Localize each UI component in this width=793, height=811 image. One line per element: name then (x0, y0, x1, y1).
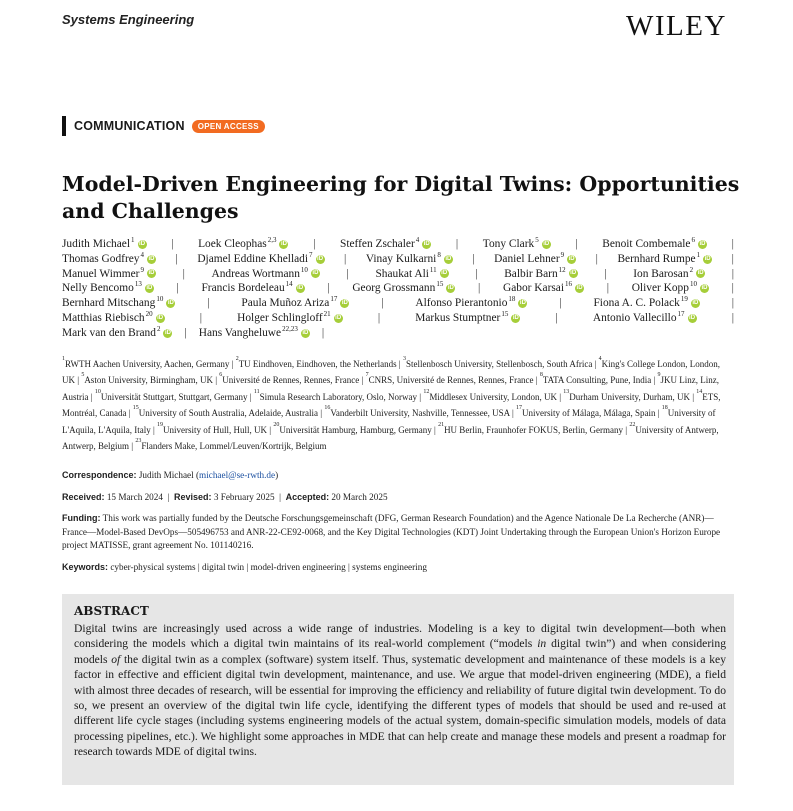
affiliation-item (235, 356, 397, 369)
author-affiliation-ref: 2,3 (267, 236, 277, 244)
author-affiliation-ref: 5 (535, 236, 539, 244)
affiliation-text: CNRS, Université de Rennes, Rennes, France (368, 375, 534, 386)
author-name: Markus Stumptner (415, 311, 501, 324)
affiliation-number: 22 (629, 421, 636, 428)
author-affiliation-ref: 10 (689, 280, 697, 289)
author-separator: | (731, 252, 734, 265)
abstract-text-3: the digital twin as a complex (software) system itself. Thus, systematic development and maintenance of these models is a key factor in effective and efficient digital twin development, maintenance, and use. We argue that model-driven engineering (MDE), a field with almost three decades of research, will be essential for improving the efficiency and reliability of future digital twin development. To do so, we present an overview of the digital twin life cycle, identifying the different types of models that should be used and re-used at different life cycle stages (including systems engineering models of the actual system, domain-specific simulation models, models of data processing pipelines, etc.). We highlight some approaches in MDE that can help create and manage these models and present a roadmap for research towards MDE of digital twins. (74, 652, 727, 759)
orcid-icon[interactable]: iD (335, 314, 342, 321)
author[interactable] (593, 311, 697, 326)
affiliation-text: Universität Hamburg, Hamburg, Germany (279, 424, 432, 435)
accepted-date: 20 March 2025 (331, 492, 388, 502)
author-name: Antonio Vallecillo (592, 311, 677, 324)
author[interactable] (62, 237, 147, 252)
author[interactable] (201, 281, 304, 296)
affiliation-text: Flanders Make, Lommel/Leuven/Kortrijk, Belgium (141, 441, 327, 452)
author-name: Bernhard Mitschang (62, 297, 156, 310)
affiliation-number: 4 (598, 356, 602, 362)
author-name: Francis Bordeleau (201, 282, 285, 295)
orcid-icon[interactable]: iD (447, 285, 454, 292)
author-separator: | (595, 252, 598, 265)
author-name: Andreas Wortmann (211, 267, 300, 280)
author-affiliation-ref: 16 (565, 280, 573, 289)
author-separator: | (207, 297, 210, 310)
author[interactable] (602, 237, 707, 252)
author-separator: | (555, 311, 558, 324)
accepted-label: Accepted: (285, 492, 330, 502)
affiliation-text: University of Málaga, Málaga, Spain (522, 408, 656, 419)
affiliation-item (219, 372, 360, 386)
author-affiliation-ref: 11 (429, 265, 437, 274)
author-name: Tony Clark (482, 238, 535, 250)
author-name: Hans Vangheluwe (198, 326, 282, 339)
author-affiliation-ref: 15 (436, 280, 444, 289)
affiliation-text: ETS, Montréal, Canada (62, 391, 721, 419)
affiliation-number: 7 (365, 372, 369, 379)
affiliation-number: 19 (157, 421, 164, 428)
affiliation-item (157, 421, 268, 435)
author-affiliation-ref: 10 (156, 295, 164, 304)
author-affiliation-ref: 1 (696, 250, 701, 259)
author-affiliation-ref: 18 (508, 295, 516, 304)
author-separator: | (184, 326, 187, 339)
author-name: Gabor Karsai (502, 282, 565, 295)
affiliation-number: 23 (135, 438, 142, 445)
author-separator: | (321, 326, 325, 339)
affiliation-number: 2 (235, 356, 239, 362)
orcid-icon[interactable]: iD (157, 314, 164, 321)
open-access-badge[interactable]: OPEN ACCESS (192, 120, 265, 133)
author-separator: | (472, 252, 475, 265)
affiliation-text: Durham University, Durham, UK (569, 391, 690, 402)
author-name: Loek Cleophas (198, 238, 267, 250)
author-row (62, 311, 734, 326)
author-name: Manuel Wimmer (62, 267, 140, 280)
author-separator: | (344, 252, 347, 265)
author-affiliation-ref: 15 (501, 309, 509, 318)
orcid-icon[interactable]: iD (146, 285, 153, 292)
author[interactable] (340, 237, 431, 252)
orcid-icon[interactable]: iD (692, 300, 699, 307)
section-bar (62, 116, 66, 136)
correspondence-label: Correspondence: (62, 470, 137, 480)
orcid-icon[interactable]: iD (570, 270, 577, 277)
author-affiliation-ref: 4 (415, 236, 420, 244)
orcid-icon[interactable]: iD (139, 240, 146, 247)
author-separator: | (199, 311, 202, 324)
author-separator: | (731, 297, 734, 310)
author-separator: | (478, 282, 481, 295)
author-separator: | (381, 297, 384, 310)
orcid-icon[interactable]: iD (280, 240, 287, 247)
author[interactable] (62, 296, 175, 311)
author-separator: | (606, 282, 609, 295)
author-name: Matthias Riebisch (62, 311, 145, 324)
abstract-emphasis-of: of (111, 652, 121, 666)
author-affiliation-ref: 8 (437, 250, 441, 259)
author-affiliation-ref: 2 (156, 324, 161, 333)
orcid-icon[interactable]: iD (445, 255, 452, 262)
keywords-text: cyber-physical systems | digital twin | model-driven engineering | systems engineering (110, 562, 427, 572)
affiliation-item (365, 372, 534, 386)
orcid-icon[interactable]: iD (297, 285, 304, 292)
author-affiliation-ref: 12 (558, 265, 566, 274)
author-affiliation-ref: 17 (330, 295, 338, 304)
affiliation-text: University of South Australia, Adelaide, Australia (138, 408, 319, 419)
author-affiliation-ref: 13 (134, 280, 142, 289)
author[interactable] (62, 311, 165, 326)
affiliation-number: 16 (324, 405, 331, 412)
article-title: Model-Driven Engineering for Digital Twins: Opportunities and Challenges (62, 172, 740, 223)
journal-name: Systems Engineering (62, 12, 195, 27)
affiliation-number: 9 (657, 372, 661, 379)
orcid-icon[interactable]: iD (423, 240, 430, 247)
affiliation-text: Simula Research Laboratory, Oslo, Norway (259, 391, 418, 402)
orcid-icon[interactable]: iD (341, 300, 348, 307)
affiliation-text: University of L'Aquila, L'Aquila, Italy (62, 408, 716, 435)
author-separator: | (455, 238, 459, 250)
orcid-icon[interactable]: iD (441, 270, 448, 277)
affiliation-number: 11 (253, 388, 260, 395)
author-name: Holger Schlingloff (237, 311, 323, 324)
correspondence-email[interactable]: michael@se-rwth.de (199, 470, 276, 480)
orcid-icon[interactable]: iD (543, 240, 550, 247)
affiliation-number: 13 (563, 388, 570, 395)
affiliation-number: 1 (62, 356, 65, 362)
author-row (62, 252, 734, 267)
author-separator: | (731, 282, 734, 295)
orcid-icon[interactable]: iD (312, 270, 319, 277)
author-affiliation-ref: 21 (323, 309, 331, 318)
affiliation-text: HU Berlin, Fraunhofer FOKUS, Berlin, Germany (444, 424, 624, 435)
author[interactable] (199, 326, 310, 341)
author-affiliation-ref: 22,23 (282, 324, 298, 333)
author-affiliation-ref: 4 (140, 250, 144, 259)
author-name: Benoit Combemale (602, 238, 691, 250)
author[interactable] (352, 281, 455, 296)
author-affiliation-ref: 6 (691, 236, 695, 244)
publisher-logo: WILEY (626, 10, 727, 42)
orcid-icon[interactable]: iD (699, 240, 706, 247)
author-separator: | (327, 282, 330, 295)
author-affiliation-ref: 14 (285, 280, 293, 289)
article-dates: Received: 15 March 2024 | Revised: 3 February 2025 | Accepted: 20 March 2025 (62, 492, 388, 502)
author-name: Thomas Godfrey (62, 252, 140, 265)
author[interactable] (62, 281, 154, 296)
affiliation-number: 8 (539, 372, 543, 379)
orcid-icon[interactable]: iD (519, 300, 526, 307)
affiliation-item (62, 356, 230, 369)
funding (62, 512, 734, 553)
orcid-icon[interactable]: iD (167, 300, 174, 307)
author-name: Fiona A. C. Polack (593, 297, 680, 310)
author[interactable] (366, 252, 453, 267)
author-affiliation-ref: 1 (131, 236, 135, 244)
author-separator: | (377, 311, 381, 324)
affiliation-number: 18 (661, 405, 668, 412)
author-separator: | (475, 267, 478, 280)
author-row (62, 296, 734, 311)
orcid-icon[interactable]: iD (701, 285, 708, 292)
author-row (62, 237, 734, 252)
author-affiliation-ref: 17 (677, 309, 685, 318)
author-name: Vinay Kulkarni (365, 252, 437, 265)
author-separator: | (313, 238, 316, 250)
author-affiliation-ref: 9 (560, 250, 565, 259)
orcid-icon[interactable]: iD (164, 329, 171, 336)
funding-text: This work was partially funded by the Deutsche Forschungsgemeinschaft (DFG, German Research Foundation) and the Agence Nationale De La Recherche (ANR)—France—Model-Based DevOps—505496753 and ANR-22-CE92-0068, and the Key Digital Technologies (KDT) Joint Undertaking through the European Union's Horizon Europe project MATISSE, grant agreement No. 101140216. (62, 513, 721, 551)
affiliation-number: 3 (402, 356, 406, 362)
affiliation-text: University of Antwerp, Antwerp, Belgium (62, 424, 719, 452)
affiliation-item (94, 388, 248, 402)
affiliation-item (324, 405, 510, 419)
affiliation-item (423, 388, 557, 402)
abstract-body (74, 621, 726, 760)
author-name: Paula Muñoz Ariza (241, 297, 330, 310)
author-name: Daniel Lehner (494, 252, 560, 265)
affiliation-item (253, 388, 418, 402)
affiliation-item (132, 405, 319, 419)
orcid-icon[interactable]: iD (576, 285, 583, 292)
author[interactable] (415, 311, 520, 326)
affiliation-number: 6 (219, 372, 223, 379)
orcid-icon[interactable]: iD (148, 255, 155, 262)
affiliation-text: University of Hull, Hull, UK (163, 424, 268, 435)
orcid-icon[interactable]: iD (697, 270, 704, 277)
affiliation-text: Stellenbosch University, Stellenbosch, South Africa (405, 359, 593, 369)
affiliation-number: 5 (81, 372, 85, 379)
abstract-box (62, 594, 734, 785)
author-name: Nelly Bencomo (62, 282, 134, 295)
affiliation-text: Universität Stuttgart, Stuttgart, Germany (100, 391, 248, 402)
revised-label: Revised: (174, 492, 212, 502)
correspondence-name: Judith Michael (138, 470, 194, 480)
author-name: Mark van den Brand (62, 326, 156, 339)
author[interactable] (632, 281, 709, 296)
author-name: Oliver Kopp (631, 282, 689, 295)
author-affiliation-ref: 19 (680, 295, 688, 304)
author[interactable] (198, 237, 288, 252)
article-type (62, 116, 265, 136)
funding-label: Funding: (62, 513, 101, 523)
orcid-icon[interactable]: iD (568, 255, 575, 262)
author-name: Balbir Barn (504, 267, 558, 280)
affiliation-text: RWTH Aachen University, Aachen, Germany (65, 359, 230, 369)
abstract-heading: ABSTRACT (74, 604, 149, 618)
author[interactable] (241, 296, 349, 311)
orcid-icon[interactable]: iD (689, 314, 696, 321)
affiliation-number: 20 (273, 421, 280, 428)
affiliation-item (402, 356, 593, 369)
author[interactable] (62, 326, 172, 341)
orcid-icon[interactable]: iD (148, 270, 155, 277)
affiliation-item (438, 421, 624, 435)
author-separator: | (604, 267, 607, 280)
author-separator: | (182, 267, 185, 280)
affiliation-text: TATA Consulting, Pune, India (542, 375, 652, 386)
section-label: COMMUNICATION (74, 119, 185, 133)
affiliation-number: 14 (696, 388, 703, 395)
author-name: Georg Grossmann (352, 282, 436, 295)
author-affiliation-ref: 7 (309, 250, 313, 259)
affiliation-number: 10 (94, 388, 101, 395)
revised-date: 3 February 2025 (213, 492, 275, 502)
affiliation-text: Vanderbilt University, Nashville, Tennessee, USA (330, 408, 510, 419)
affiliation-text: Middlesex University, London, UK (429, 391, 557, 402)
author-name: Ion Barosan (633, 267, 689, 280)
affiliation-item (273, 421, 432, 435)
author-separator: | (559, 297, 562, 310)
orcid-icon[interactable]: iD (317, 255, 324, 262)
received-date: 15 March 2024 (106, 492, 163, 502)
author-name: Shaukat Ali (375, 267, 429, 280)
affiliation-text: TU Eindhoven, Eindhoven, the Netherlands (238, 359, 397, 369)
author-affiliation-ref: 20 (145, 309, 153, 318)
author-separator: | (731, 267, 734, 280)
affiliation-item (81, 372, 213, 386)
author-separator: | (731, 311, 734, 324)
author-row (62, 267, 734, 282)
orcid-icon[interactable]: iD (704, 255, 711, 262)
affiliation-text: Aston University, Birmingham, UK (84, 375, 213, 386)
abstract-text-1: Digital twins are increasingly used across a wide range of industries. Modeling is a key to digital twin development—both when considering the models which a digital twin maintains of its real-world complement (“models (74, 622, 726, 651)
author-separator: | (575, 238, 578, 250)
affiliation-number: 21 (438, 421, 445, 428)
affiliations: $^1$RWTH Aachen University, Aachen, Germany | $^2$TU Eindhoven, Eindhoven, the Netherlands | $^3$Stellenbosch University, Stellenbosch, South Africa | $^4$King's College London, London, UK | $^5$Aston University, Birmingham, UK | $^6$Université de Rennes, Rennes, France | $^7$CNRS, Université de Rennes, Rennes, France | $^8$TATA Consulting, Pune, India | $^9$JKU Linz, Linz, Austria | $^{10}$Universität Stuttgart, Stuttgart, Germany | $^{11}$Simula Research Laboratory, Oslo, Norway | $^{12}$Middlesex University, London, UK | $^{13}$Durham University, Durham, UK | $^{14}$ETS, Montréal, Canada | $^{15}$University of South Australia, Adelaide, Australia | $^{16}$Vanderbilt University, Nashville, Tennessee, USA | $^{17}$University of Málaga, Málaga, Spain | $^{18}$University of L'Aquila, L'Aquila, Italy | $^{19}$University of Hull, Hull, UK | $^{20}$Universität Hamburg, Hamburg, Germany | $^{21}$HU Berlin, Fraunhofer FOKUS, Berlin, Germany | $^{22}$University of Antwerp, Antwerp, Belgium | $^{23}$Flanders Make, Lommel/Leuven/Kortrijk, Belgium (62, 356, 721, 452)
author-separator: | (175, 252, 178, 265)
author[interactable] (212, 267, 320, 282)
affiliation-text: King's College London, London, UK (62, 359, 721, 386)
author-row (62, 326, 734, 341)
author-affiliation-ref: 9 (140, 265, 144, 274)
affiliation-number: 12 (423, 388, 430, 395)
correspondence: Correspondence: Judith Michael (michael@se-rwth.de) (62, 470, 279, 480)
author[interactable] (415, 296, 527, 311)
author-name: Alfonso Pierantonio (415, 297, 508, 310)
author-separator: | (731, 238, 734, 250)
author-name: Judith Michael (62, 238, 131, 250)
received-label: Received: (62, 492, 105, 502)
affiliation-text: Université de Rennes, Rennes, France (222, 375, 360, 386)
author[interactable] (617, 252, 712, 267)
affiliation-number: 15 (132, 405, 139, 412)
orcid-icon[interactable]: iD (512, 314, 519, 321)
author-separator: | (346, 267, 349, 280)
author-affiliation-ref: 10 (300, 265, 308, 274)
author-name: Djamel Eddine Khelladi (197, 252, 309, 265)
author-separator: | (171, 238, 174, 250)
affiliation-item (539, 372, 652, 386)
affiliation-item (516, 405, 656, 419)
abstract-emphasis-in: in (537, 637, 547, 651)
author[interactable] (483, 237, 551, 252)
author-separator: | (176, 282, 179, 295)
affiliation-item (135, 438, 327, 452)
author-list (62, 237, 734, 341)
abstract-text-2: digital twin”) and when considering models (74, 637, 726, 666)
author-name: Bernhard Rumpe (617, 252, 696, 265)
keywords-label: Keywords: (62, 562, 109, 572)
author-affiliation-ref: 2 (689, 265, 694, 274)
affiliation-item (563, 388, 690, 402)
orcid-icon[interactable]: iD (302, 329, 309, 336)
keywords (62, 562, 427, 572)
affiliation-number: 17 (516, 405, 522, 412)
author-name: Steffen Zschaler (340, 238, 415, 250)
affiliation-text: JKU Linz, Linz, Austria (62, 375, 719, 402)
